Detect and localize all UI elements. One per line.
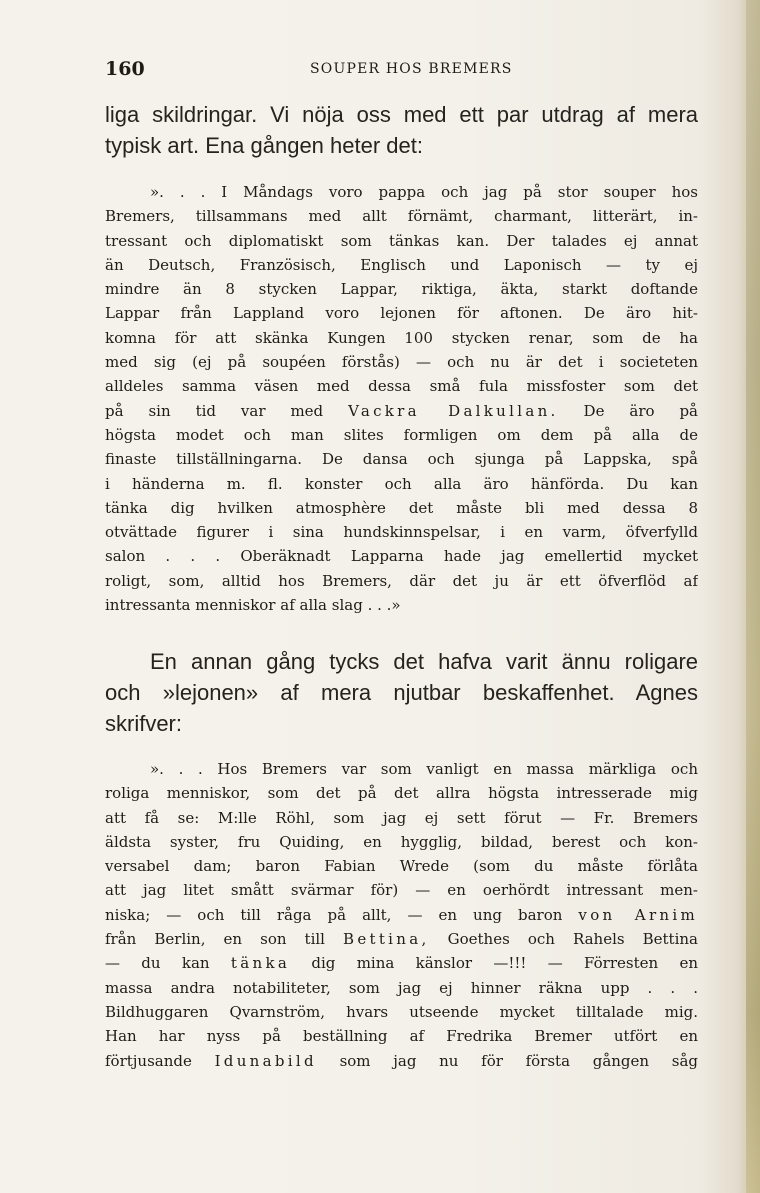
page-edge-stain <box>746 0 760 1193</box>
text-line: i händerna m. fl. konster och alla äro hänförda. Du kan <box>105 474 698 493</box>
text-run: som jag nu för första gången såg <box>316 1051 698 1070</box>
spaced-emphasis: Bettina, <box>343 930 430 949</box>
text-line: tänka dig hvilken atmosphère det måste bli med dessa 8 <box>105 498 698 517</box>
text-line: med sig (ej på soupéen förstås) — och nu är det i societeten <box>105 353 698 372</box>
text-line: ». . . Hos Bremers var som vanligt en massa märkliga och <box>150 760 698 778</box>
text-line <box>105 903 698 927</box>
text-run: förtjusande <box>105 1051 215 1070</box>
quote-paragraph-1 <box>105 180 698 617</box>
spaced-emphasis: von Arnim <box>578 905 698 924</box>
text-line: Bremers, tillsammans med allt förnämt, charmant, litterärt, in- <box>105 207 698 226</box>
text-line: ». . . I Måndags voro pappa och jag på stor souper hos <box>150 183 698 201</box>
text-line: skrifver: <box>105 711 182 736</box>
text-line: än Deutsch, Französisch, Englisch und Laponisch — ty ej <box>105 255 698 274</box>
page-header <box>105 58 695 86</box>
text-line: tressant och diplomatiskt som tänkas kan. Der talades ej annat <box>105 231 698 250</box>
text-line: roliga menniskor, som det på det allra högsta intresserade mig <box>105 784 698 803</box>
text-line: och »lejonen» af mera njutbar beskaffenhet. Agnes <box>105 680 698 705</box>
text-line: äldsta syster, fru Quiding, en hygglig, bildad, berest och kon- <box>105 832 698 851</box>
text-run: dig mina känslor —!!! — Förresten en <box>290 954 698 973</box>
text-run: Goethes och Rahels Bettina <box>429 930 698 949</box>
text-line: otvättade figurer i sina hundskinnspelsar, i en varm, öfverfylld <box>105 523 698 542</box>
text-line: En annan gång tycks det hafva varit ännu roligare <box>150 649 698 674</box>
text-line: typisk art. Ena gången heter det: <box>105 133 423 158</box>
intro-paragraph <box>105 99 698 161</box>
text-line <box>105 951 698 975</box>
text-line <box>105 399 698 423</box>
text-run: niska; — och till råga på allt, — en ung baron <box>105 905 579 924</box>
text-run: på sin tid var med <box>105 401 349 420</box>
text-line: salon . . . Oberäknadt Lapparna hade jag emellertid mycket <box>105 547 698 566</box>
text-line: högsta modet och man slites formligen om dem på alla de <box>105 425 698 444</box>
text-line: massa andra notabiliteter, som jag ej hinner räkna upp . . . <box>105 978 698 997</box>
running-head: SOUPER HOS BREMERS <box>310 61 513 77</box>
spaced-emphasis: Vackra Dalkullan. <box>348 401 559 420</box>
text-line: att jag litet smått svärmar för) — en oerhördt intressant men- <box>105 881 698 900</box>
text-line: mindre än 8 stycken Lappar, riktiga, äkta, starkt doftande <box>105 280 698 299</box>
text-line: Bildhuggaren Qvarnström, hvars utseende mycket tilltalade mig. <box>105 1002 698 1021</box>
text-line: finaste tillställningarna. De dansa och sjunga på Lappska, spå <box>105 450 698 469</box>
text-line: intressanta menniskor af alla slag . . .» <box>105 596 401 615</box>
text-run: från Berlin, en son till <box>105 930 344 949</box>
text-line: Han har nyss på beställning af Fredrika Bremer utfört en <box>105 1027 698 1046</box>
page-number: 160 <box>105 58 145 80</box>
quote-paragraph-2 <box>105 757 698 1073</box>
middle-paragraph <box>105 646 698 739</box>
text-line: att få se: M:lle Röhl, som jag ej sett förut — Fr. Bremers <box>105 808 698 827</box>
text-line <box>105 927 698 951</box>
text-run: — du kan <box>105 954 231 973</box>
text-line <box>105 1049 698 1073</box>
text-line: versabel dam; baron Fabian Wrede (som du måste förlåta <box>105 857 698 876</box>
text-run: De äro på <box>558 401 698 420</box>
spaced-emphasis: tänka <box>230 954 291 973</box>
text-line: roligt, som, alltid hos Bremers, där det ju är ett öfverflöd af <box>105 571 698 590</box>
text-line: liga skildringar. Vi nöja oss med ett par utdrag af mera <box>105 102 698 127</box>
text-line: alldeles samma väsen med dessa små fula missfoster som det <box>105 377 698 396</box>
text-line: Lappar från Lappland voro lejonen för aftonen. De äro hit- <box>105 304 698 323</box>
text-line: komna för att skänka Kungen 100 stycken renar, som de ha <box>105 328 698 347</box>
spaced-emphasis: Idunabild <box>214 1051 317 1070</box>
